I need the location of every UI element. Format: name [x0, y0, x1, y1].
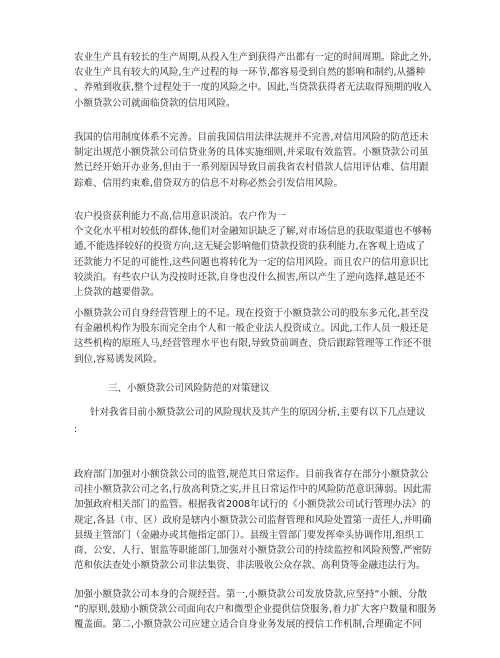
text-line: 县级主管部门（金融办或其他指定部门）。县级主管部门要发挥牵头协调作用,组织工 — [74, 529, 424, 541]
text-line: 小额贷款公司就面临贷款的信用风险。 — [74, 97, 236, 109]
paragraph-compliant-operation — [74, 587, 437, 633]
text-line: 个文化水平相对较低的群体,他们对金融知识缺乏了解,对市场信息的获取渠道也不够畅 — [74, 226, 432, 238]
text-line: 小额贷款公司自身经营管理上的不足。现在投资于小额贷款公司的股东多元化,甚至没 — [74, 308, 429, 319]
paragraph-agricultural-risk — [74, 50, 434, 111]
section-heading: 三、小额贷款公司风险防范的对策建议 — [108, 383, 270, 394]
text-line: 到位,容易诱发风险。 — [74, 353, 163, 365]
text-line: 踪难、信用约束难,借贷双方的信息不对称必然会引发信用风险。 — [74, 177, 344, 189]
text-line: 商、公安、人行、银监等职能部门,加强对小额贷款公司的持续监控和风险预警,严密防 — [74, 545, 432, 557]
text-line: 规定,各县（市、区）政府是辖内小额贷款公司监督管理和风险处置第一责任人,并明确 — [74, 514, 432, 526]
text-line: ”的原则,鼓励小额贷款公司面向农户和微型企业提供信贷服务,着力扩大客户数量和服务 — [74, 604, 437, 616]
intro-paragraph: 针对我省目前小额贷款公司的风险现状及其产生的原因分析,主要有以下几点建议 — [90, 407, 426, 418]
text-line: 农户投资获利能力不高,信用意识淡泊。农户作为一 — [74, 211, 287, 222]
text-line: 我国的信用制度体系不完善。目前我国信用法律法规并不完善,对信用风险的防范还未 — [74, 132, 429, 143]
text-line: 农业生产具有较长的生产周期,从投入生产到获得产出都有一定的时间周期。除此之外, — [74, 52, 432, 63]
text-line: 通,不能选择较好的投资方向,这无疑会影响他们贷款投资的获利能力,在客观上造成了 — [74, 241, 426, 253]
text-line: 覆盖面。第二,小额贷款公司应建立适合自身业务发展的授信工作机制,合理确定不同 — [74, 619, 423, 631]
paragraph-management-shortcoming — [74, 306, 434, 367]
text-line: 制定出规范小额贷款公司信贷业务的具体实施细则,并采取有效监管。小额贷款公司虽 — [74, 147, 429, 159]
text-line: 范和依法查处小额贷款公司非法集资、非法吸收公众存款、高利贷等金融违法行为。 — [74, 560, 426, 572]
paragraph-government-supervision — [74, 467, 434, 573]
text-line: 加强政府相关部门的监管。根据我省2008年试行的《小额贷款公司试行管理办法》的 — [74, 499, 431, 511]
text-line: 这些机构的原班人马,经营管理水平也有限,导致贷前调查、贷后跟踪管理等工作还不很 — [74, 338, 432, 350]
text-line: 然已经开始开办业务,但由于一系列原因导致目前我省农村借款人信用评估难、信用跟 — [74, 162, 429, 174]
text-line: 较淡泊。有些农户认为没按时还款,自身也没什么损害,所以产生了逆向选择,越是还不 — [74, 271, 426, 283]
paragraph-farmer-investment — [74, 209, 434, 300]
intro-colon: : — [74, 424, 78, 435]
text-line: 还款能力不足的可能性,这些问题也将转化为一定的信用风险。而且农户的信用意识比 — [74, 256, 429, 268]
text-line: 有金融机构作为股东而完全由个人和一般企业法人投资成立。因此,工作人员一般还是 — [74, 323, 429, 335]
paragraph-credit-system — [74, 130, 434, 191]
text-line: 政府部门加强对小额贷款公司的监管,规范其日常运作。目前我省存在部分小额贷款公 — [74, 469, 429, 480]
text-line: 农业生产具有较大的风险,生产过程的每一环节,都容易受到自然的影响和制约,从播种 — [74, 67, 426, 79]
text-line: 司挂小额贷款公司之名,行放高利贷之实,并且日常运作中的风险防范意识薄弱。因此需 — [74, 484, 432, 496]
text-line: 、养殖到收获,整个过程处于一度的风险之中。因此,当贷款获得者无法取得预期的收入 — [74, 82, 432, 94]
text-line: 加强小额贷款公司本身的合规经营。第一,小额贷款公司发放贷款,应坚持“小额、分散 — [74, 589, 427, 600]
text-line: 上贷款的越要借款。 — [74, 287, 160, 299]
